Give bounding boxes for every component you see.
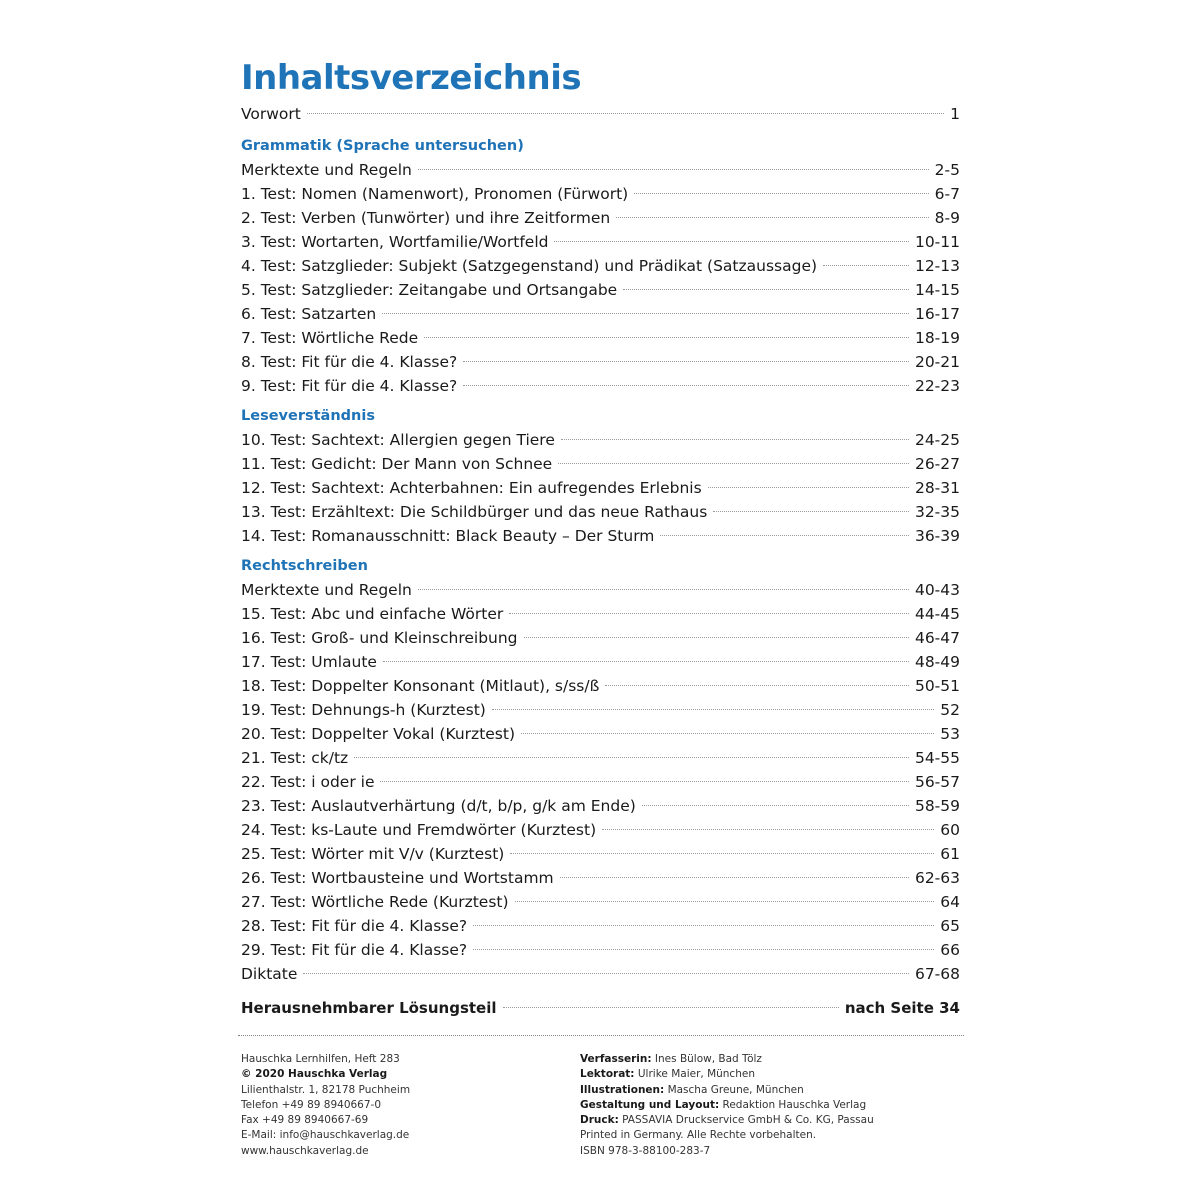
toc-entry-pages: 62-63 xyxy=(914,869,960,887)
toc-entry-label: 23. Test: Auslautverhärtung (d/t, b/p, g/k am Ende) xyxy=(241,797,636,815)
toc-entry-label: Merktexte und Regeln xyxy=(241,161,412,179)
dot-leader xyxy=(561,439,909,440)
toc-entry-pages: 53 xyxy=(940,725,960,743)
dot-leader xyxy=(560,877,909,878)
toc-entry-pages: 12-13 xyxy=(914,257,960,275)
dot-leader xyxy=(708,487,909,488)
toc-entry-label: 22. Test: i oder ie xyxy=(241,773,375,791)
toc-entry xyxy=(241,158,960,182)
dot-leader xyxy=(382,313,909,314)
imprint-credit-value: Printed in Germany. Alle Rechte vorbehalten. xyxy=(580,1129,817,1142)
toc-entry-pages: 65 xyxy=(940,917,960,935)
imprint-credit-value: Ulrike Maier, München xyxy=(637,1068,755,1081)
dot-leader xyxy=(558,463,909,464)
toc-entry-label: 14. Test: Romanausschnitt: Black Beauty – Der Sturm xyxy=(241,527,655,545)
dot-leader xyxy=(509,613,909,614)
toc-entry-label: 11. Test: Gedicht: Der Mann von Schnee xyxy=(241,455,553,473)
toc-page xyxy=(241,58,960,1020)
imprint-phone: Telefon +49 89 8940667-0 xyxy=(241,1098,382,1111)
imprint-credit-line xyxy=(580,1113,874,1128)
dot-leader xyxy=(354,757,909,758)
imprint-email: E-Mail: info@hauschkaverlag.de xyxy=(241,1129,410,1142)
toc-entry xyxy=(241,938,960,962)
dot-leader xyxy=(307,113,944,114)
toc-entry-label: Herausnehmbarer Lösungsteil xyxy=(241,999,497,1017)
toc-entry-label: 1. Test: Nomen (Namenwort), Pronomen (Fürwort) xyxy=(241,185,629,203)
imprint-credit-value: Ines Bülow, Bad Tölz xyxy=(654,1053,762,1065)
imprint-credit-line xyxy=(580,1083,874,1098)
page-title: Inhaltsverzeichnis xyxy=(241,58,582,98)
toc-entry-pages: 2-5 xyxy=(934,161,960,179)
toc-entry-label: 13. Test: Erzähltext: Die Schildbürger und das neue Rathaus xyxy=(241,503,708,521)
toc-entry xyxy=(241,602,960,626)
toc-entry-pages: 20-21 xyxy=(914,353,960,371)
toc-entry-label: 3. Test: Wortarten, Wortfamilie/Wortfeld xyxy=(241,233,549,251)
toc-entry-pages: 52 xyxy=(940,701,960,719)
dot-leader xyxy=(823,265,909,266)
toc-entry-label: 16. Test: Groß- und Kleinschreibung xyxy=(241,629,518,647)
toc-entry xyxy=(241,326,960,350)
toc-entry xyxy=(241,746,960,770)
dot-leader xyxy=(463,361,909,362)
toc-entry-pages: 48-49 xyxy=(914,653,960,671)
imprint-address: Lilienthalstr. 1, 82178 Puchheim xyxy=(241,1083,411,1096)
dot-leader xyxy=(424,337,909,338)
toc-entry-label: 9. Test: Fit für die 4. Klasse? xyxy=(241,377,458,395)
toc-entry xyxy=(241,206,960,230)
toc-entry xyxy=(241,866,960,890)
toc-entry xyxy=(241,722,960,746)
dot-leader xyxy=(605,685,909,686)
toc-entry-label: 17. Test: Umlaute xyxy=(241,653,377,671)
toc-entry-pages: 67-68 xyxy=(914,965,960,983)
footer-divider xyxy=(238,1035,964,1036)
toc-entry-label: 4. Test: Satzglieder: Subjekt (Satzgegenstand) und Prädikat (Satzaussage) xyxy=(241,257,818,275)
toc-entry xyxy=(241,452,960,476)
toc-entry-label: 25. Test: Wörter mit V/v (Kurztest) xyxy=(241,845,505,863)
imprint-credit-key: Lektorat: xyxy=(580,1068,635,1081)
imprint-credit-key: Illustrationen: xyxy=(580,1083,665,1096)
toc-entry xyxy=(241,350,960,374)
toc-entry xyxy=(241,890,960,914)
toc-entry xyxy=(241,500,960,524)
toc-entry-label: 21. Test: ck/tz xyxy=(241,749,349,767)
imprint-credit-value: Redaktion Hauschka Verlag xyxy=(722,1098,867,1111)
toc-entry-pages: 64 xyxy=(940,893,960,911)
imprint-website: www.hauschkaverlag.de xyxy=(241,1144,369,1157)
imprint-credit-value: ISBN 978-3-88100-283-7 xyxy=(580,1144,711,1157)
toc-entry xyxy=(241,578,960,602)
toc-entry-label: 7. Test: Wörtliche Rede xyxy=(241,329,419,347)
toc-entry xyxy=(241,374,960,398)
toc-entry-pages: 18-19 xyxy=(914,329,960,347)
imprint-fax: Fax +49 89 8940667-69 xyxy=(241,1114,369,1127)
toc-entry-pages: 22-23 xyxy=(914,377,960,395)
toc-entry-label: 20. Test: Doppelter Vokal (Kurztest) xyxy=(241,725,516,743)
toc-entry-label: 8. Test: Fit für die 4. Klasse? xyxy=(241,353,458,371)
dot-leader xyxy=(554,241,908,242)
toc-entry xyxy=(241,674,960,698)
dot-leader xyxy=(616,217,928,218)
imprint-credit-key: Gestaltung und Layout: xyxy=(580,1098,720,1111)
toc-entry xyxy=(241,278,960,302)
toc-entry-label: 18. Test: Doppelter Konsonant (Mitlaut), s/ss/ß xyxy=(241,677,600,695)
toc-entry-pages: nach Seite 34 xyxy=(844,999,960,1017)
toc-entry-pages: 56-57 xyxy=(914,773,960,791)
imprint-credit-line xyxy=(580,1067,874,1082)
toc-entry-pages: 32-35 xyxy=(914,503,960,521)
dot-leader xyxy=(510,853,934,854)
dot-leader xyxy=(634,193,928,194)
toc-entry-pages: 36-39 xyxy=(914,527,960,545)
imprint-series: Hauschka Lernhilfen, Heft 283 xyxy=(241,1053,400,1065)
toc-entry xyxy=(241,818,960,842)
toc-entry-pages: 26-27 xyxy=(914,455,960,473)
toc-entry-pages: 8-9 xyxy=(934,209,960,227)
dot-leader xyxy=(623,289,909,290)
dot-leader xyxy=(524,637,909,638)
dot-leader xyxy=(713,511,909,512)
section-heading: Grammatik (Sprache untersuchen) xyxy=(241,138,524,154)
toc-entry-label: 24. Test: ks-Laute und Fremdwörter (Kurztest) xyxy=(241,821,597,839)
toc-entry-pages: 44-45 xyxy=(914,605,960,623)
toc-entry-label: 19. Test: Dehnungs-h (Kurztest) xyxy=(241,701,486,719)
toc-entry xyxy=(241,650,960,674)
toc-entry xyxy=(241,254,960,278)
dot-leader xyxy=(515,901,935,902)
dot-leader xyxy=(503,1007,839,1008)
toc-entry-pages: 16-17 xyxy=(914,305,960,323)
toc-entry-pages: 40-43 xyxy=(914,581,960,599)
imprint-credit-value: PASSAVIA Druckservice GmbH & Co. KG, Passau xyxy=(622,1114,874,1127)
toc-entry-vorwort xyxy=(241,102,960,126)
toc-entry-label: 28. Test: Fit für die 4. Klasse? xyxy=(241,917,468,935)
toc-entry xyxy=(241,794,960,818)
section-heading: Leseverständnis xyxy=(241,408,375,424)
imprint-publisher xyxy=(241,1052,410,1159)
toc-sections xyxy=(241,134,960,986)
dot-leader xyxy=(418,169,929,170)
dot-leader xyxy=(380,781,908,782)
dot-leader xyxy=(602,829,934,830)
toc-entry xyxy=(241,302,960,326)
toc-entry-label: 27. Test: Wörtliche Rede (Kurztest) xyxy=(241,893,509,911)
toc-entry-pages: 46-47 xyxy=(914,629,960,647)
toc-entry xyxy=(241,524,960,548)
toc-entry-pages: 66 xyxy=(940,941,960,959)
dot-leader xyxy=(521,733,934,734)
dot-leader xyxy=(473,925,934,926)
toc-entry-pages: 58-59 xyxy=(914,797,960,815)
imprint-copyright: © 2020 Hauschka Verlag xyxy=(241,1068,388,1081)
toc-entry xyxy=(241,476,960,500)
toc-entry-label: 12. Test: Sachtext: Achterbahnen: Ein aufregendes Erlebnis xyxy=(241,479,702,497)
dot-leader xyxy=(642,805,909,806)
toc-entry-label: 26. Test: Wortbausteine und Wortstamm xyxy=(241,869,554,887)
dot-leader xyxy=(473,949,934,950)
toc-entry-pages: 61 xyxy=(940,845,960,863)
toc-entry xyxy=(241,842,960,866)
imprint-credit-line xyxy=(580,1052,874,1067)
toc-entry-pages: 6-7 xyxy=(934,185,960,203)
toc-entry-label: 5. Test: Satzglieder: Zeitangabe und Ortsangabe xyxy=(241,281,618,299)
imprint-credit-key: Druck: xyxy=(580,1114,619,1127)
toc-entry-label: Vorwort xyxy=(241,105,301,123)
toc-entry xyxy=(241,428,960,452)
toc-entry-pages: 1 xyxy=(950,105,960,123)
imprint-credit-key: Verfasserin: xyxy=(580,1053,652,1065)
toc-entry-pages: 10-11 xyxy=(914,233,960,251)
toc-entry-pages: 24-25 xyxy=(914,431,960,449)
toc-entry xyxy=(241,182,960,206)
section-heading: Rechtschreiben xyxy=(241,558,368,574)
toc-entry xyxy=(241,698,960,722)
toc-entry-pages: 50-51 xyxy=(914,677,960,695)
imprint-credit-line xyxy=(580,1144,874,1159)
dot-leader xyxy=(383,661,909,662)
toc-entry-label: 15. Test: Abc und einfache Wörter xyxy=(241,605,504,623)
toc-entry xyxy=(241,962,960,986)
toc-entry-label: 10. Test: Sachtext: Allergien gegen Tiere xyxy=(241,431,555,449)
imprint-credits xyxy=(580,1052,874,1159)
toc-entry-solutions xyxy=(241,996,960,1020)
dot-leader xyxy=(463,385,909,386)
toc-entry xyxy=(241,914,960,938)
toc-entry xyxy=(241,230,960,254)
toc-entry-label: 29. Test: Fit für die 4. Klasse? xyxy=(241,941,468,959)
dot-leader xyxy=(660,535,909,536)
toc-entry-label: 6. Test: Satzarten xyxy=(241,305,377,323)
toc-entry-pages: 28-31 xyxy=(914,479,960,497)
toc-entry-label: Diktate xyxy=(241,965,298,983)
dot-leader xyxy=(418,589,909,590)
imprint-credit-value: Mascha Greune, München xyxy=(667,1083,804,1096)
toc-entry xyxy=(241,770,960,794)
imprint-credit-line xyxy=(580,1128,874,1143)
toc-entry xyxy=(241,626,960,650)
toc-entry-label: 2. Test: Verben (Tunwörter) und ihre Zeitformen xyxy=(241,209,611,227)
toc-entry-pages: 54-55 xyxy=(914,749,960,767)
toc-entry-pages: 14-15 xyxy=(914,281,960,299)
toc-entry-label: Merktexte und Regeln xyxy=(241,581,412,599)
imprint-credit-line xyxy=(580,1098,874,1113)
toc-entry-pages: 60 xyxy=(940,821,960,839)
dot-leader xyxy=(492,709,934,710)
dot-leader xyxy=(303,973,909,974)
